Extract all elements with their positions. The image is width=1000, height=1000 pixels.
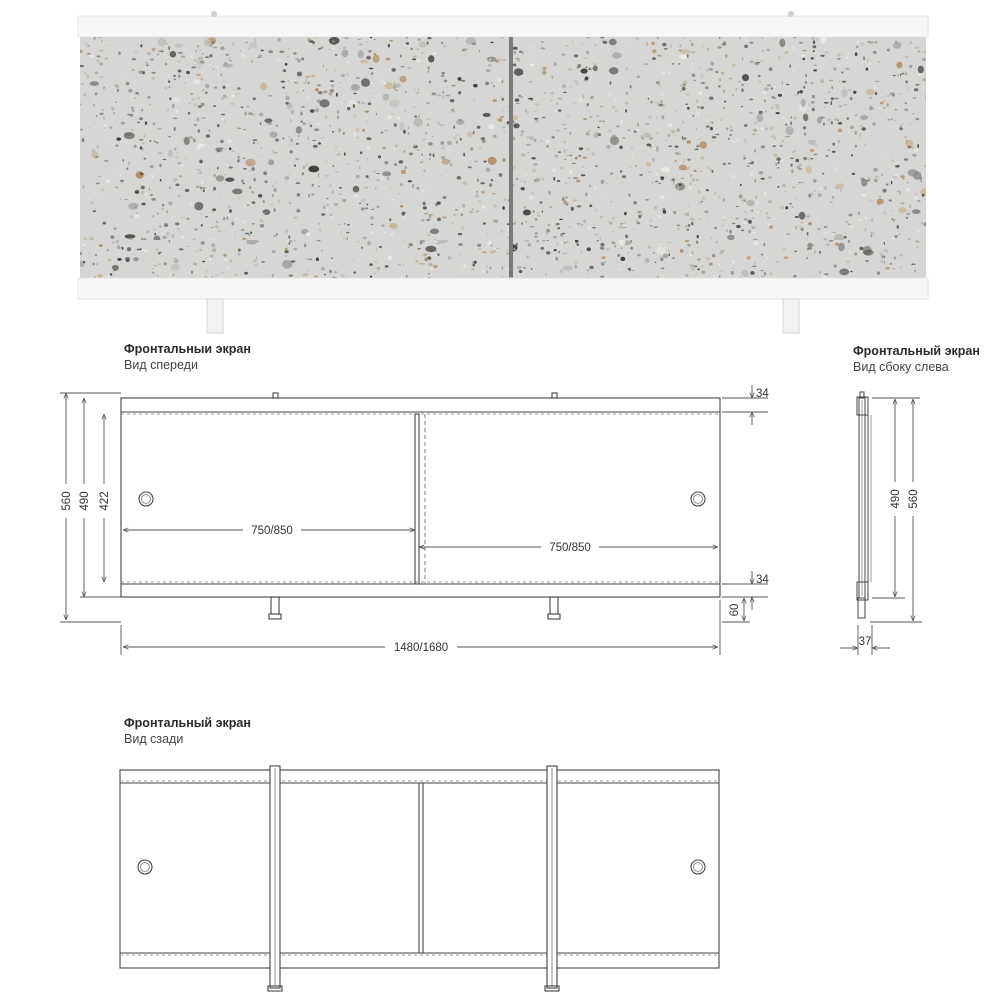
back-handle-left-inner: [141, 863, 150, 872]
front-view-labels: [58, 388, 769, 654]
side-view-title: Фронтальный экран: [853, 344, 980, 358]
side-leg: [858, 598, 865, 618]
back-view-drawing: [120, 766, 719, 991]
back-view-title: Фронтальный экран: [124, 716, 251, 730]
dim-label-1480: 1480/1680: [393, 642, 449, 654]
product-photo: [78, 11, 928, 333]
front-leg-right-foot: [548, 614, 560, 619]
side-view-drawing: [857, 392, 871, 618]
back-handle-right-inner: [694, 863, 703, 872]
dim-label-560: 560: [61, 491, 73, 511]
front-leg-right: [550, 597, 558, 614]
dim-label-750-left: 750/850: [251, 525, 293, 537]
front-top-pin-left: [273, 393, 278, 398]
photo-top-rail: [78, 16, 928, 37]
photo-top-pin-right: [788, 11, 794, 17]
dim-label-34-top: 34: [756, 388, 769, 400]
dim-label-60: 60: [729, 603, 741, 617]
side-top-pin: [860, 392, 864, 397]
side-view-dimensions: [840, 398, 922, 655]
front-view-title: Фронтальныи экран: [124, 342, 251, 356]
dim-label-750-right: 750/850: [549, 542, 591, 554]
photo-panel-left: [80, 37, 510, 278]
back-view-subtitle: Вид сзади: [124, 731, 184, 746]
front-view-dimensions: [60, 385, 768, 655]
side-view-subtitle: Вид сбоку слева: [853, 359, 949, 374]
front-view-caption: [124, 342, 251, 373]
dim-label-490: 490: [79, 491, 91, 511]
dim-label-34-bottom: 34: [756, 574, 769, 586]
front-view-drawing: [121, 393, 720, 619]
side-dim-label-490: 490: [890, 489, 902, 509]
back-view-caption: [124, 716, 251, 747]
front-top-pin-right: [552, 393, 557, 398]
photo-panel-seam: [509, 37, 513, 278]
front-handle-left-inner: [142, 495, 151, 504]
side-dim-label-37: 37: [858, 636, 872, 648]
front-leg-left: [271, 597, 279, 614]
dim-label-422: 422: [99, 491, 111, 511]
side-view-caption: [853, 344, 980, 375]
photo-bottom-rail: [78, 278, 928, 299]
front-view-subtitle: Вид спереди: [124, 357, 198, 372]
front-handle-right-inner: [694, 495, 703, 504]
photo-leg-right: [783, 299, 799, 333]
photo-top-pin-left: [211, 11, 217, 17]
photo-leg-left: [207, 299, 223, 333]
front-outer-frame: [121, 398, 720, 597]
front-left-panel-edge: [415, 414, 419, 584]
back-panel-edge: [419, 783, 423, 953]
side-dim-label-560: 560: [908, 489, 920, 509]
front-leg-left-foot: [269, 614, 281, 619]
photo-panel-right: [512, 37, 926, 278]
